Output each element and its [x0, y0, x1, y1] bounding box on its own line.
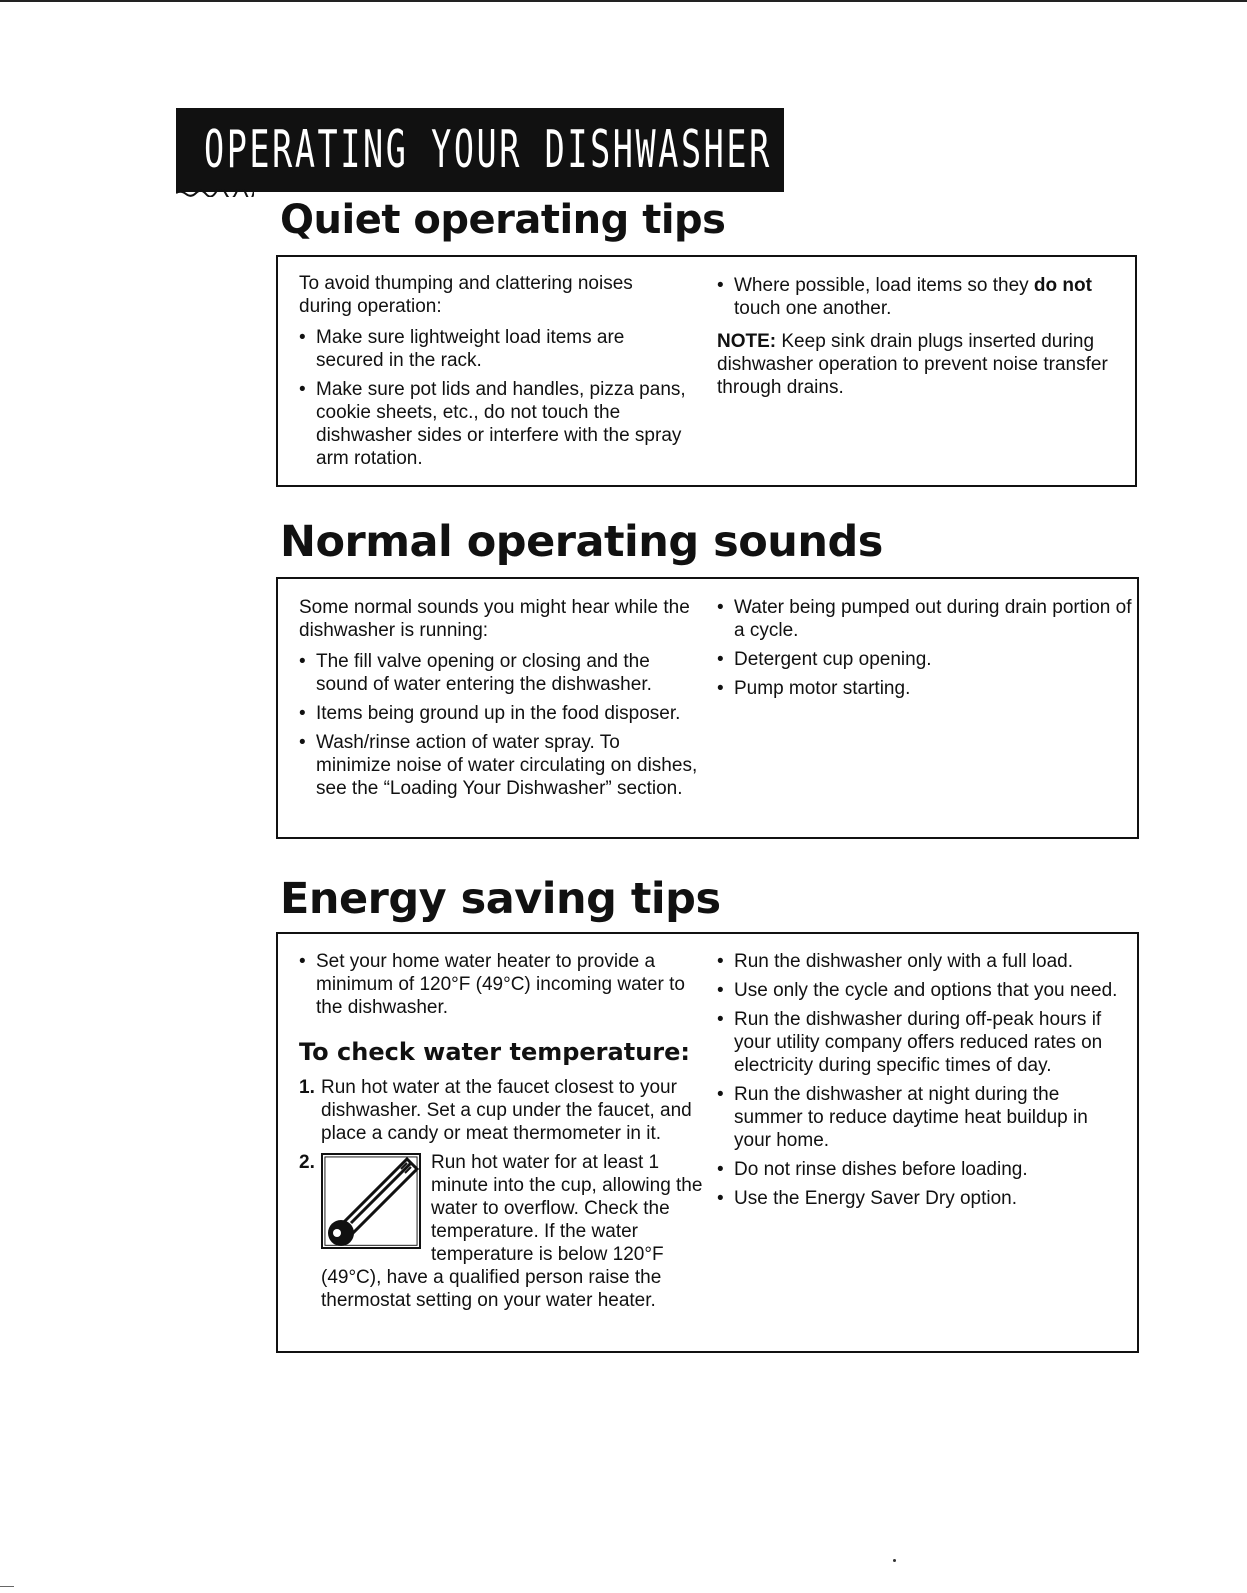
energy-right-column — [717, 950, 1127, 1216]
normal-right-column — [717, 596, 1132, 706]
list-item: • Run the dishwasher only with a full load. — [717, 950, 1127, 973]
step-number: 2. — [299, 1152, 315, 1173]
normal-left-column — [299, 596, 699, 806]
thermometer-icon — [321, 1153, 421, 1249]
quiet-intro: To avoid thumping and clattering noises during operation: — [299, 273, 633, 317]
banner-scratch-decoration — [176, 189, 254, 197]
list-item: • Detergent cup opening. — [717, 648, 1132, 671]
list-item: • The fill valve opening or closing and the sound of water entering the dishwasher. — [299, 650, 699, 696]
list-item — [717, 274, 1122, 320]
quiet-right-column — [717, 274, 1122, 407]
check-temp-steps — [299, 1076, 704, 1312]
banner-title: OPERATING YOUR DISHWASHER — [204, 120, 772, 180]
energy-heading: Energy saving tips — [280, 874, 721, 924]
step-item — [299, 1151, 704, 1312]
step-number: 1. — [299, 1077, 315, 1098]
quiet-left-list — [299, 326, 689, 470]
normal-right-list — [717, 596, 1132, 700]
stray-dot — [893, 1559, 896, 1562]
list-item: • Items being ground up in the food disposer. — [299, 702, 699, 725]
list-item: • Use the Energy Saver Dry option. — [717, 1187, 1127, 1210]
step-text: Run hot water at the faucet closest to your dishwasher. Set a cup under the faucet, and place a candy or meat thermometer in it. — [321, 1077, 692, 1144]
step-text: Run hot water for at least 1 minute into the cup, allowing the water to overflow. Check the temperature. If the water temperature is below 120°F (49°C), have a qualified person raise the thermostat setting on your water heater. — [321, 1152, 703, 1311]
list-item: • Run the dishwasher during off-peak hours if your utility company offers reduced rates on electricity during specific times of day. — [717, 1008, 1127, 1077]
list-item: • Make sure lightweight load items are secured in the rack. — [299, 326, 689, 372]
energy-left-column — [299, 950, 704, 1318]
note-text: Keep sink drain plugs inserted during dishwasher operation to prevent noise transfer through drains. — [717, 331, 1108, 398]
corner-mark — [0, 1586, 14, 1587]
normal-heading: Normal operating sounds — [280, 517, 883, 567]
quiet-right-list — [717, 274, 1122, 320]
check-temp-heading: To check water temperature: — [299, 1038, 690, 1066]
energy-right-list — [717, 950, 1127, 1210]
normal-left-list — [299, 650, 699, 800]
list-item: • Water being pumped out during drain portion of a cycle. — [717, 596, 1132, 642]
page-banner — [176, 108, 784, 192]
quiet-note — [717, 330, 1122, 399]
bullet-text-bold: do not — [1033, 275, 1092, 296]
quiet-heading: Quiet operating tips — [280, 197, 726, 243]
bullet-text-post: touch one another. — [734, 298, 892, 319]
step-item — [299, 1076, 704, 1145]
normal-intro: Some normal sounds you might hear while the dishwasher is running: — [299, 597, 690, 641]
list-item: • Pump motor starting. — [717, 677, 1132, 700]
list-item: • Run the dishwasher at night during the summer to reduce daytime heat buildup in your home. — [717, 1083, 1127, 1152]
list-item: • Make sure pot lids and handles, pizza pans, cookie sheets, etc., do not touch the dishwasher sides or interfere with the spray arm rotation. — [299, 378, 689, 470]
list-item: • Set your home water heater to provide a minimum of 120°F (49°C) incoming water to the dishwasher. — [299, 950, 704, 1019]
top-rule — [0, 0, 1247, 2]
list-item: • Use only the cycle and options that you need. — [717, 979, 1127, 1002]
quiet-left-column — [299, 272, 689, 476]
list-item: • Do not rinse dishes before loading. — [717, 1158, 1127, 1181]
energy-left-list — [299, 950, 704, 1019]
list-item: • Wash/rinse action of water spray. To minimize noise of water circulating on dishes, see the “Loading Your Dishwasher” section. — [299, 731, 699, 800]
note-label: NOTE: — [717, 331, 777, 352]
bullet-text-pre: Where possible, load items so they — [734, 275, 1034, 296]
